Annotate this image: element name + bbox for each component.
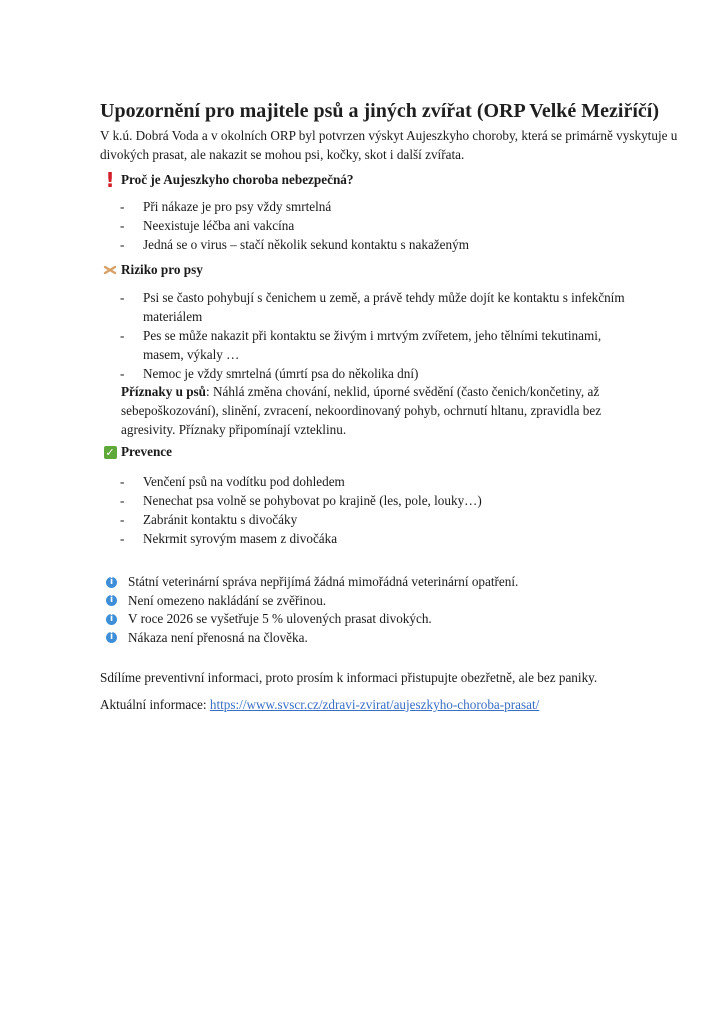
check-box-icon: ✓ [105,445,115,459]
info-icon: i [106,614,117,625]
symptoms-text: : Náhlá změna chování, neklid, úporné svědění (často čenich/končetiny, až sebepoškozování), slinění, zvracení, nekoordinovaný pohyb, ochrnutí hltanu, zpravidla bez agresivity. Příznaky připomínají vzteklinu. [121,384,602,437]
list-item: - Venčení psů na vodítku pod dohledem [120,472,680,491]
footer-link-label: Aktuální informace: [100,697,207,712]
info-link[interactable]: https://www.svscr.cz/zdravi-zvirat/aujeszkyho-choroba-prasat/ [209,697,540,712]
exclamation-icon: ! [105,168,115,192]
info-list [106,573,518,647]
symptoms-label: Příznaky u psů [121,384,207,399]
risk-heading: Riziko pro psy [121,262,203,277]
intro-paragraph: V k.ú. Dobrá Voda a v okolních ORP byl potvrzen výskyt Aujeszkyho choroby, která se primárně vyskytuje u divokých prasat, ale nakazit se mohou psi, kočky, skot i další zvířata. [100,128,678,162]
page-title: Upozornění pro majitele psů a jiných zvířat (ORP Velké Meziříčí) [100,100,659,122]
info-icon: i [106,577,117,588]
list-item: - Neexistuje léčba ani vakcína [120,216,680,235]
list-item: - Při nákaze je pro psy vždy smrtelná [120,197,680,216]
list-item: - Jedná se o virus – stačí několik sekund kontaktu s nakaženým [120,235,680,254]
list-item: - Zabránit kontaktu s divočáky [120,510,680,529]
info-item [106,573,518,592]
info-text: Státní veterinární správa nepřijímá žádná mimořádná veterinární opatření. [128,574,519,589]
danger-list [120,197,680,254]
list-item: - Nekrmit syrovým masem z divočáka [120,529,680,548]
prevention-list [120,472,680,548]
info-icon: i [106,595,117,606]
info-icon: i [106,632,117,643]
list-item: - Pes se může nakazit při kontaktu se živým i mrtvým zvířetem, jeho tělními tekutinami, masem, výkaly … [120,326,640,364]
risk-list [120,288,640,383]
danger-heading-row [100,168,354,192]
danger-heading: Proč je Aujeszkyho choroba nebezpečná? [121,172,354,187]
info-text: Není omezeno nakládání se zvěřinou. [128,592,327,608]
symptoms-paragraph [121,382,641,439]
prevention-heading-row [100,444,172,460]
list-item: - Psi se často pohybují s čenichem u země, a právě tehdy může dojít ke kontaktu s infekčním materiálem [120,288,640,326]
dog-bone-icon [100,264,120,276]
risk-heading-row [100,262,203,278]
list-item: - Nemoc je vždy smrtelná (úmrtí psa do několika dní) [120,364,640,383]
list-item: - Nenechat psa volně se pohybovat po krajině (les, pole, louky…) [120,491,680,510]
info-item [106,592,518,611]
info-item [106,610,518,629]
info-text: Nákaza není přenosná na člověka. [128,629,308,645]
footer-note: Sdílíme preventivní informaci, proto prosím k informaci přistupujte obezřetně, ale bez paniky. [100,670,598,685]
prevention-heading: Prevence [121,444,173,459]
footer-link-row [100,695,700,714]
info-item [106,629,518,648]
info-text: V roce 2026 se vyšetřuje 5 % ulovených prasat divokých. [128,611,432,626]
